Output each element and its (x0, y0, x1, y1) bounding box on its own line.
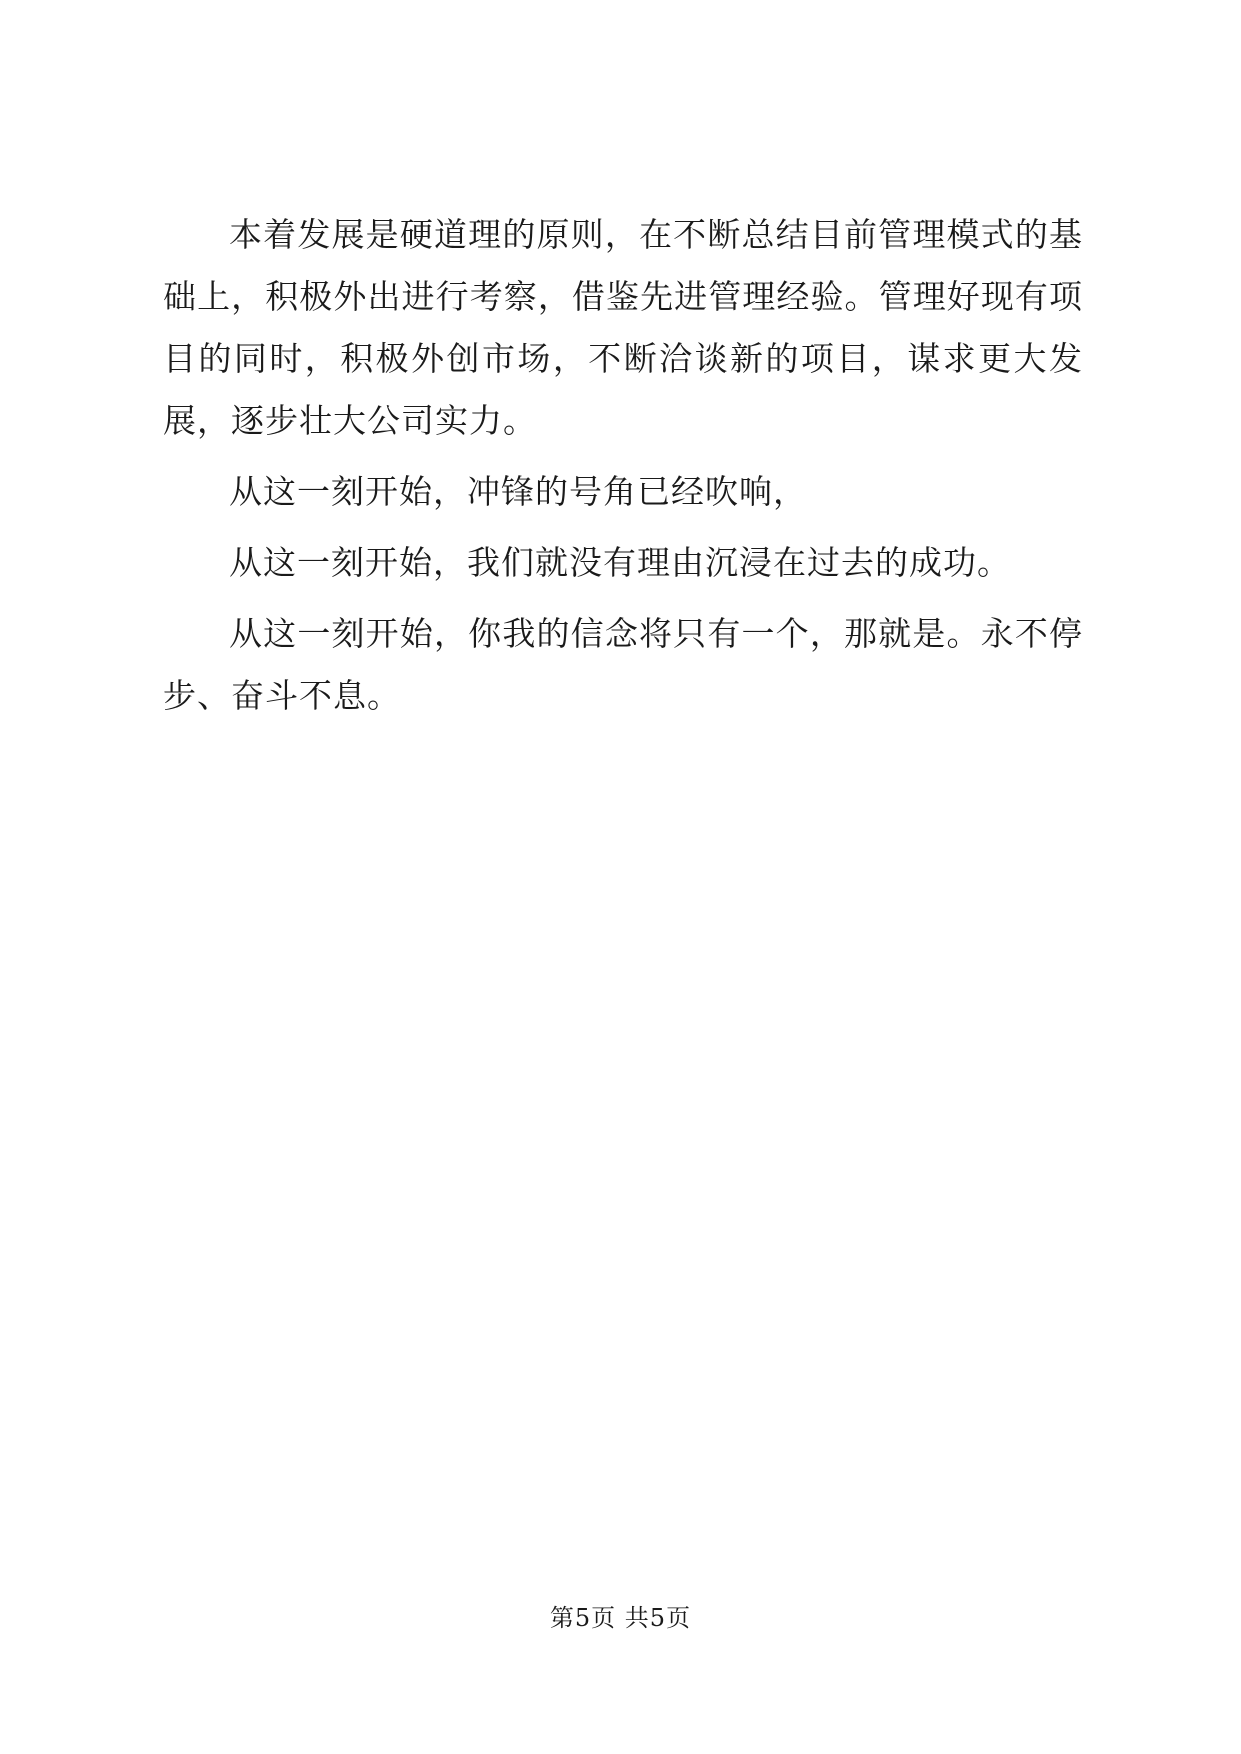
paragraph-1: 本着发展是硬道理的原则，在不断总结目前管理模式的基础上，积极外出进行考察，借鉴先进管理经验。管理好现有项目的同时，积极外创市场，不断洽谈新的项目，谋求更大发展，逐步壮大公司实力。 (163, 215, 1083, 440)
page-number-footer: 第5页 共5页 (549, 1604, 692, 1632)
paragraph-2: 从这一刻开始，冲锋的号角已经吹响， (229, 472, 807, 511)
document-body (163, 204, 1083, 736)
paragraph-4: 从这一刻开始，你我的信念将只有一个，那就是。永不停步、奋斗不息。 (163, 614, 1083, 715)
paragraph-3: 从这一刻开始，我们就没有理由沉浸在过去的成功。 (229, 543, 1011, 582)
